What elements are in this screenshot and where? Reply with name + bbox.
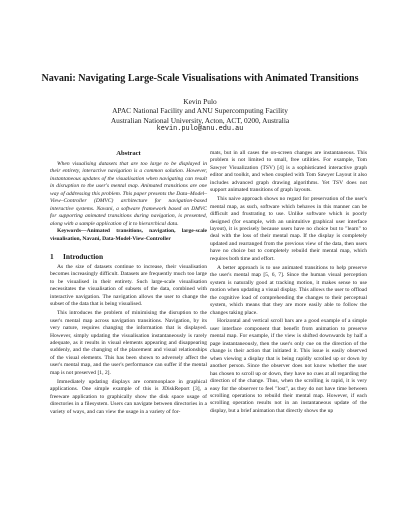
right-column bbox=[210, 150, 367, 415]
right-paragraph-2: This naive approach shows no regard for preservation of the user's mental map, as such, software which behaves in this manner can be difficult and frustrating to use. Unlike software which is poorly designed (for example, with an unintuitive graphical user interface layout), it is precisely because users have no choice but to "learn" to deal with the loss of their mental map. If the display is completely updated and rearranged from the previous view of the data, then users have no choice but to completely rebuild their mental map, which requires both time and effort. bbox=[210, 196, 367, 262]
keywords-text: Animated transitions, navigation, large-scale visualisation, Navani, Data-Model-View-Controller bbox=[50, 228, 207, 242]
author-name: Kevin Pulo bbox=[183, 97, 217, 106]
left-paragraph-3: Immediately updating displays are commonplace in graphical applications. One simple example of this is JDiskReport [3], a freeware application to graphically show the disk space usage of directories in a filesystem. Users can navigate between directories in a variety of ways, and can view the usage in a variety of for- bbox=[50, 378, 207, 415]
section-title: Introduction bbox=[63, 251, 104, 261]
left-paragraph-2: This introduces the problem of minimising the disruption to the user's mental map across navigation transitions. Navigation, by its very nature, requires changing the information that is displayed. However, simply updating the visualisation instantaneously is rarely adequate, as it results in visual elements appearing and disappearing suddenly, and the changing of the placement and visual relationships of the visual elements. This has been shown to adversely affect the user's mental map, and the user's performance can suffer if the mental map is not preserved [1, 2]. bbox=[50, 310, 207, 376]
author-affiliation-1: APAC National Facility and ANU Supercomputing Facility bbox=[112, 106, 288, 116]
section-heading-introduction bbox=[50, 252, 207, 261]
abstract-heading: Abstract bbox=[116, 150, 141, 157]
right-paragraph-3: A better approach is to use animated transitions to help preserve the user's mental map [5, 6, 7]. Since the human visual perception system is naturally good at tracking motion, it makes sense to use motion when updating a visual display. This allows the user to offload the cognitive load of comprehending the changes to their perceptual system, which means that they are more easily able to follow the changes taking place. bbox=[210, 264, 367, 316]
right-paragraph-1: mats, but in all cases the on-screen changes are instantaneous. This problem is not limited to small, free utilities. For example, Tom Sawyer Visualization (TSV) [4] is a sophisticated interactive graph editor and toolkit, and when coupled with Tom Sawyer Layout it also includes advanced graph drawing algorithms. Yet TSV does not support animated transitions of graph layouts. bbox=[210, 150, 367, 194]
author-affiliation-2: Australian National University, Acton, ACT, 0200, Australia bbox=[110, 115, 290, 125]
keywords-label: Keywords— bbox=[57, 228, 87, 235]
keywords bbox=[50, 228, 207, 243]
section-number: 1 bbox=[50, 251, 54, 261]
author-email: kevin.pulo@anu.edu.au bbox=[156, 125, 244, 134]
author-block bbox=[60, 97, 340, 135]
right-paragraph-4: Horizontal and vertical scroll bars are a good example of a simple user interface component that benefit from animation to preserve mental map. For example, if the view is shifted downwards by half a page instantaneously, then the user's only cue on the direction of the change is their action that initiated it. This issue is easily observed when viewing a display that is being rapidly scrolled up or down by another person. Since the observer does not know whether the user has chosen to scroll up or down, they have no cues at all regarding the direction of the change. Thus, when the scrolling is rapid, it is very easy for the observer to feel "lost", as they do not have time between scrolling operations to rebuild their mental map. However, if each scrolling operation results not in an instantaneous update of the display, but a brief animation that directly shows the up bbox=[210, 318, 367, 414]
left-paragraph-1: As the size of datasets continue to increase, their visualisation becomes increasingly difficult. Datasets are frequently much too large to be visualised in their entirety. Such large-scale visualisation necessitates the visualisation of subsets of the data, combined with interactive navigation. The navigation allows the user to change the subset of the data that is being visualised. bbox=[50, 263, 207, 308]
left-column bbox=[50, 150, 207, 416]
abstract-text: When visualising datasets that are too large to be displayed in their entirety, interactive navigation is a common solution. However, instantaneous updates of the visualisation when navigating can result in disruption to the user's mental map. Animated transitions are one way of addressing this problem. This paper presents the Data–Model–View–Controller (DMVC) architecture for navigation-based interactive systems. Navani, a software framework based on DMVC for supporting animated transitions during navigation, is presented, along with a sample application of it to hierarchical data. bbox=[50, 161, 207, 227]
paper-title: Navani: Navigating Large-Scale Visualisations with Animated Transitions bbox=[41, 73, 359, 84]
